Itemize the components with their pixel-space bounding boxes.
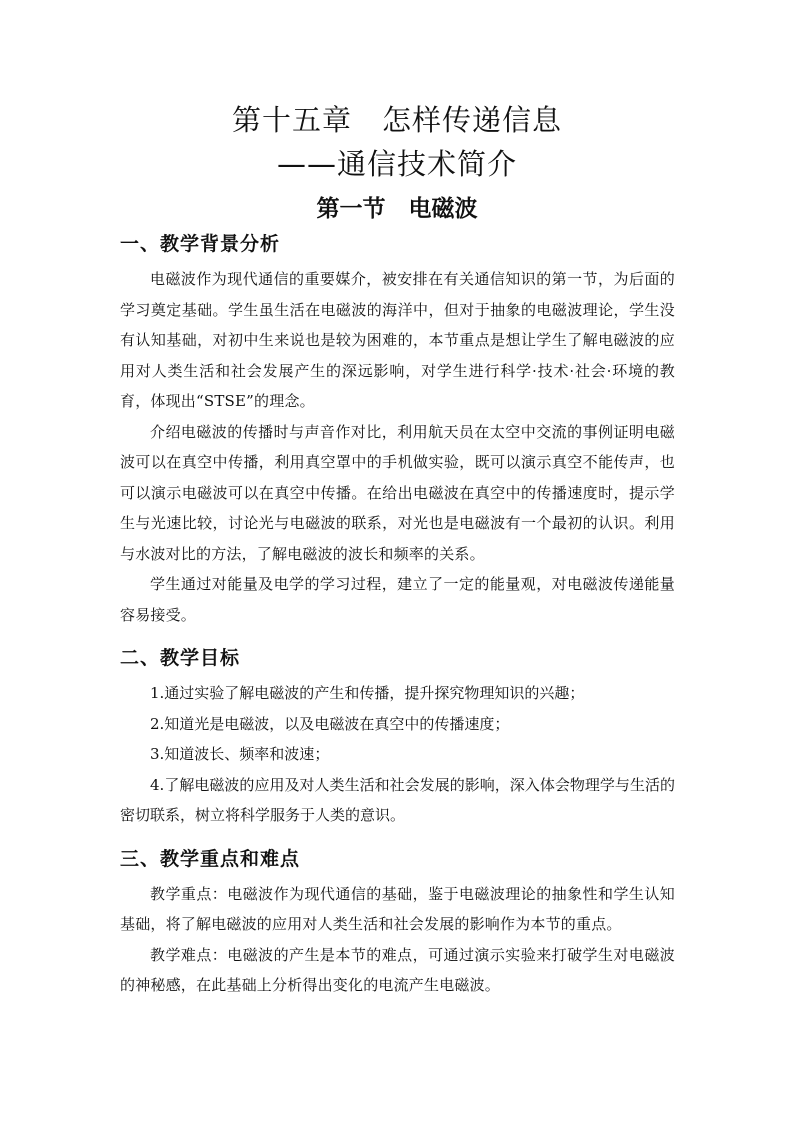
objective-item: 1.通过实验了解电磁波的产生和传播，提升探究物理知识的兴趣； bbox=[150, 684, 585, 702]
objective-item: 2.知道光是电磁波，以及电磁波在真空中的传播速度； bbox=[150, 714, 510, 733]
title-block bbox=[0, 98, 794, 228]
paragraph: 电磁波作为现代通信的重要媒介，被安排在有关通信知识的第一节，为后面的学习奠定基础。学生虽生活在电磁波的海洋中，但对于抽象的电磁波理论，学生没有认知基础，对初中生来说也是较为困难的，本节重点是想让学生了解电磁波的应用对人类生活和社会发展产生的深远影响，对学生进行科学·技术·社会·环境的教育，体现出“STSE”的理念。 bbox=[120, 270, 675, 410]
chapter-subtitle: ——通信技术简介 bbox=[276, 147, 517, 181]
paragraph: 教学难点：电磁波的产生是本节的难点，可通过演示实验来打破学生对电磁波的神秘感，在此基础上分析得出变化的电流产生电磁波。 bbox=[120, 945, 675, 994]
paragraph: 学生通过对能量及电学的学习过程，建立了一定的能量观，对电磁波传递能量容易接受。 bbox=[120, 575, 675, 624]
section-teaching-objectives bbox=[120, 640, 675, 831]
objective-item: 3.知道波长、频率和波速； bbox=[150, 745, 330, 763]
section-heading: 二、教学目标 bbox=[120, 647, 241, 669]
objective-item: 4.了解电磁波的应用及对人类生活和社会发展的影响，深入体会物理学与生活的密切联系，树立将科学服务于人类的意识。 bbox=[120, 775, 675, 824]
section-heading: 一、教学背景分析 bbox=[120, 233, 281, 255]
section-title: 第一节 电磁波 bbox=[316, 196, 478, 222]
section-key-and-difficult-points bbox=[120, 841, 675, 1001]
paragraph: 教学重点：电磁波作为现代通信的基础，鉴于电磁波理论的抽象性和学生认知基础，将了解电磁波的应用对人类生活和社会发展的影响作为本节的重点。 bbox=[120, 884, 675, 933]
chapter-title: 第十五章 怎样传递信息 bbox=[231, 103, 562, 137]
paragraph: 介绍电磁波的传播时与声音作对比，利用航天员在太空中交流的事例证明电磁波可以在真空中传播，利用真空罩中的手机做实验，既可以演示真空不能传声，也可以演示电磁波可以在真空中传播。在给出电磁波在真空中的传播速度时，提示学生与光速比较，讨论光与电磁波的联系，对光也是电磁波有一个最初的认识。利用与水波对比的方法，了解电磁波的波长和频率的关系。 bbox=[120, 422, 675, 563]
section-teaching-background bbox=[120, 226, 675, 630]
document-body bbox=[120, 226, 675, 1001]
section-heading: 三、教学重点和难点 bbox=[120, 847, 301, 870]
